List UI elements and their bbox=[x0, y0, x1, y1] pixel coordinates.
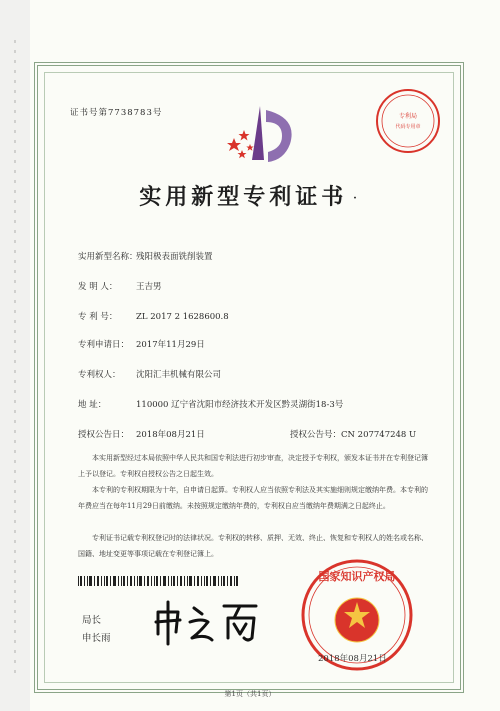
svg-text:代码专用章: 代码专用章 bbox=[395, 124, 421, 130]
barcode bbox=[78, 576, 238, 586]
page-footer: 第1页（共1页） bbox=[224, 690, 276, 698]
field-name-label: 实用新型名称： bbox=[78, 252, 138, 262]
field-filing-date-label: 专利申请日： bbox=[78, 340, 130, 350]
field-address-value: 110000 辽宁省沈阳市经济技术开发区黔灵湖街18-3号 bbox=[136, 400, 344, 410]
field-patent-no bbox=[78, 310, 229, 322]
svg-text:国家知识产权局: 国家知识产权局 bbox=[318, 570, 396, 583]
field-patent-no-value: ZL 2017 2 1628600.8 bbox=[136, 312, 229, 322]
paragraph-3: 专利证书记载专利权登记时的法律状况。专利权的转移、质押、无效、终止、恢复和专利权人的姓名或名称、国籍、地址变更等事项记载在专利登记簿上。 bbox=[78, 534, 428, 558]
field-patent-no-label: 专 利 号： bbox=[78, 312, 118, 322]
field-filing-date bbox=[78, 338, 205, 350]
certificate-title-text: 实用新型专利证书 bbox=[139, 184, 348, 210]
field-address-label: 地 址： bbox=[78, 400, 107, 410]
field-grant-date bbox=[78, 428, 205, 440]
field-name bbox=[78, 250, 213, 262]
certificate-title bbox=[0, 180, 500, 211]
field-inventor-value: 王吉男 bbox=[136, 282, 162, 292]
field-grant-no-label: 授权公告号： bbox=[290, 430, 342, 440]
title-mark: · bbox=[353, 192, 361, 204]
field-grant-no-value: CN 207747248 U bbox=[341, 430, 417, 440]
field-address bbox=[78, 398, 343, 410]
field-filing-date-value: 2017年11月29日 bbox=[136, 340, 205, 350]
issue-date: 2018年08月21日 bbox=[318, 654, 387, 664]
binding-strip bbox=[0, 0, 30, 711]
signatory-name: 申长雨 bbox=[82, 633, 111, 644]
paragraph-1: 本实用新型经过本局依照中华人民共和国专利法进行初步审查，决定授予专利权，颁发本证书并在专利登记簿上予以登记。专利权自授权公告之日起生效。 bbox=[78, 454, 428, 478]
patent-office-logo bbox=[222, 100, 302, 170]
field-grant-date-label: 授权公告日： bbox=[78, 430, 130, 440]
field-inventor bbox=[78, 280, 162, 292]
field-name-value: 残阳极表面铣削装置 bbox=[136, 252, 213, 262]
field-patentee bbox=[78, 368, 221, 380]
field-patentee-value: 沈阳汇丰机械有限公司 bbox=[136, 370, 222, 380]
signatory-title: 局长 bbox=[82, 615, 102, 626]
field-grant-date-value: 2018年08月21日 bbox=[136, 430, 205, 440]
certificate-number: 证书号第7738783号 bbox=[70, 108, 163, 118]
field-patentee-label: 专利权人： bbox=[78, 370, 121, 380]
paragraph-2: 本专利的专利权期限为十年，自申请日起算。专利权人应当依照专利法及其实施细则规定缴纳年费。本专利的年费应当在每年11月29日前缴纳。未按照规定缴纳年费的，专利权自应当缴纳年费期满之日起终止。 bbox=[78, 486, 428, 510]
handwritten-signature bbox=[150, 598, 270, 646]
svg-text:专利局: 专利局 bbox=[398, 113, 418, 120]
top-official-seal bbox=[373, 86, 443, 156]
field-inventor-label: 发 明 人： bbox=[78, 282, 118, 292]
field-grant-no bbox=[290, 428, 416, 440]
